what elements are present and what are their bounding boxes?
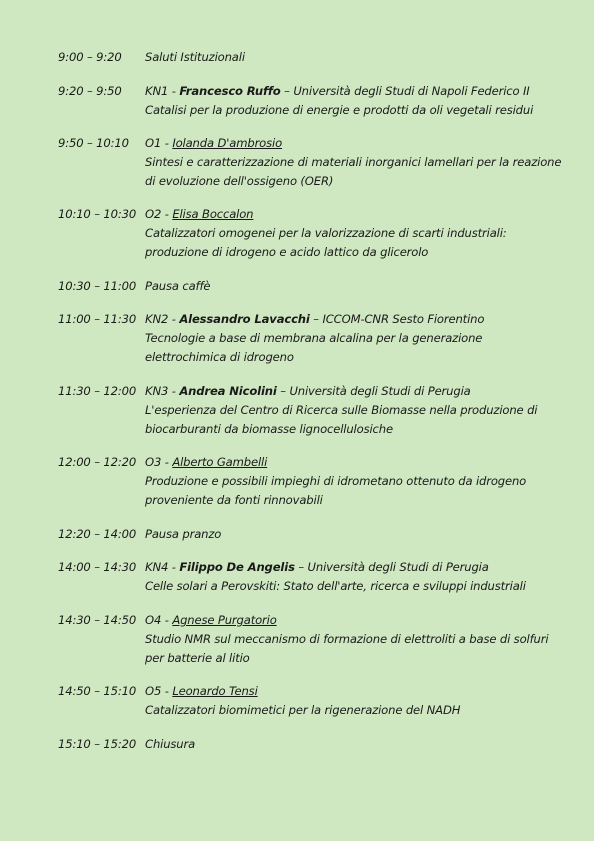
talk-title-line: Catalizzatori biomimetici per la rigenerazione del NADH [145,703,461,717]
speaker-name: Francesco Ruffo [179,84,281,98]
schedule-content [145,453,555,510]
speaker-line [145,382,555,401]
schedule-time: 14:30 – 14:50 [58,613,137,627]
schedule-content [145,205,555,262]
talk-code: KN3 - [145,384,180,398]
schedule-content [145,525,555,544]
schedule-content [145,82,555,120]
speaker-name: Elisa Boccalon [172,207,254,221]
talk-code: O4 - [145,613,173,627]
schedule-content [145,682,555,720]
talk-code: O2 - [145,207,173,221]
schedule-content [145,611,555,668]
speaker-name: Filippo De Angelis [179,560,295,574]
speaker-name: Agnese Purgatorio [172,613,277,627]
schedule-content [145,277,555,296]
talk-code: KN4 - [145,560,180,574]
talk-title-line: Sintesi e caratterizzazione di materiali inorganici lamellari per la reazione [145,155,562,169]
speaker-line [145,310,555,329]
talk-title-line: produzione di idrogeno e acido lattico da glicerolo [145,245,429,259]
talk-title-line: elettrochimica di idrogeno [145,350,294,364]
schedule-content [145,558,555,596]
speaker-name: Alessandro Lavacchi [179,312,310,326]
schedule-content [145,310,555,367]
talk-code: KN1 - [145,84,180,98]
talk-title-line: Studio NMR sul meccanismo di formazione di elettroliti a base di solfuri [145,632,549,646]
schedule-time: 9:20 – 9:50 [58,84,122,98]
schedule-time: 14:00 – 14:30 [58,560,137,574]
talk-title-line: Catalisi per la produzione di energie e prodotti da oli vegetali residui [145,103,534,117]
speaker-affiliation: – Università degli Studi di Perugia [294,560,489,574]
session-title: Saluti Istituzionali [145,50,245,64]
speaker-name: Andrea Nicolini [179,384,277,398]
schedule-content [145,48,555,67]
talk-code: O3 - [145,455,173,469]
schedule-content [145,735,555,754]
schedule-time: 10:30 – 11:00 [58,279,137,293]
talk-title-line: Catalizzatori omogenei per la valorizzazione di scarti industriali: [145,226,507,240]
speaker-name: Leonardo Tensi [172,684,258,698]
speaker-line [145,558,555,577]
schedule-time: 12:20 – 14:00 [58,527,137,541]
session-title: Pausa pranzo [145,527,222,541]
talk-title-line: biocarburanti da biomasse lignocellulosiche [145,422,393,436]
talk-title-line: Tecnologie a base di membrana alcalina per la generazione [145,331,483,345]
schedule-time: 9:50 – 10:10 [58,136,129,150]
speaker-name: Iolanda D'ambrosio [172,136,283,150]
talk-code: KN2 - [145,312,180,326]
schedule-time: 11:00 – 11:30 [58,312,137,326]
speaker-line [145,134,555,153]
talk-title-line: proveniente da fonti rinnovabili [145,493,323,507]
schedule-time: 12:00 – 12:20 [58,455,137,469]
schedule-content [145,382,555,439]
session-title: Chiusura [145,737,196,751]
speaker-affiliation: – Università degli Studi di Napoli Federico II [280,84,530,98]
schedule-time: 11:30 – 12:00 [58,384,137,398]
speaker-line [145,205,555,224]
schedule-content [145,134,562,191]
speaker-affiliation: – ICCOM-CNR Sesto Fiorentino [309,312,485,326]
talk-title-line: L'esperienza del Centro di Ricerca sulle Biomasse nella produzione di [145,403,538,417]
speaker-line [145,682,555,701]
talk-title-line: per batterie al litio [145,651,250,665]
schedule-time: 9:00 – 9:20 [58,50,122,64]
schedule-time: 14:50 – 15:10 [58,684,137,698]
talk-title-line: Celle solari a Perovskiti: Stato dell'arte, ricerca e sviluppi industriali [145,579,526,593]
talk-code: O5 - [145,684,173,698]
schedule-time: 15:10 – 15:20 [58,737,137,751]
speaker-line [145,611,555,630]
session-title: Pausa caffè [145,279,211,293]
talk-code: O1 - [145,136,173,150]
speaker-name: Alberto Gambelli [172,455,268,469]
talk-title-line: di evoluzione dell'ossigeno (OER) [145,174,334,188]
schedule-time: 10:10 – 10:30 [58,207,137,221]
speaker-affiliation: – Università degli Studi di Perugia [276,384,471,398]
talk-title-line: Produzione e possibili impieghi di idrometano ottenuto da idrogeno [145,474,527,488]
speaker-line [145,453,555,472]
speaker-line [145,82,555,101]
